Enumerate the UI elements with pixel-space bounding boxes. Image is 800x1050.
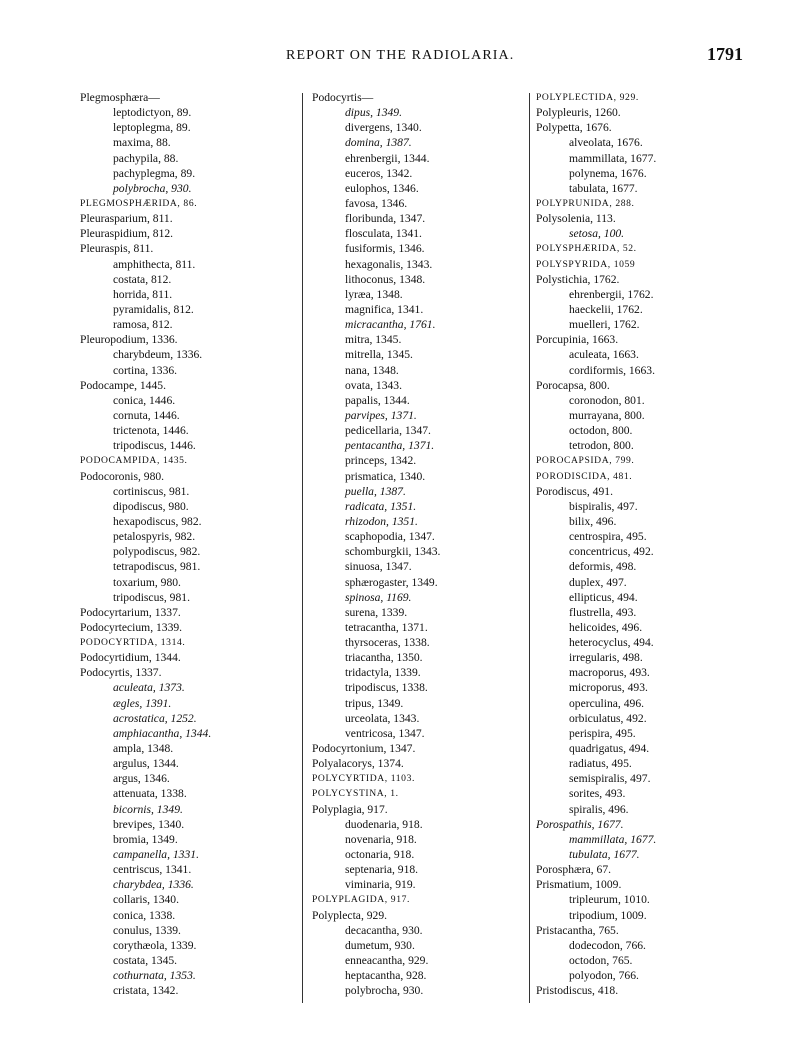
index-subentry: flosculata, 1341.: [345, 227, 422, 241]
index-subentry: alveolata, 1676.: [569, 136, 643, 150]
index-subentry: leptodictyon, 89.: [113, 106, 192, 120]
index-subentry: pedicellaria, 1347.: [345, 424, 431, 438]
index-subentry: spiralis, 496.: [569, 802, 629, 816]
index-subentry: viminaria, 919.: [345, 878, 416, 892]
index-entry: Pleurasparium, 811.: [80, 212, 173, 226]
index-subentry: novenaria, 918.: [345, 832, 417, 846]
index-subentry: maxima, 88.: [113, 136, 171, 150]
index-subentry: tripus, 1349.: [345, 696, 404, 710]
index-subentry: haeckelii, 1762.: [569, 302, 643, 316]
index-entry: POLYPLAGIDA, 917.: [312, 894, 410, 906]
index-subentry: puella, 1387.: [345, 484, 406, 498]
index-subentry: micracantha, 1761.: [345, 318, 436, 332]
index-subentry: octodon, 765.: [569, 954, 633, 968]
index-subentry: dipus, 1349.: [345, 106, 403, 120]
index-subentry: decacantha, 930.: [345, 923, 423, 937]
index-subentry: euceros, 1342.: [345, 166, 413, 180]
index-entry: POLYPLECTIDA, 929.: [536, 92, 639, 103]
index-subentry: tripodiscus, 1446.: [113, 439, 196, 453]
index-subentry: mammillata, 1677.: [569, 151, 657, 165]
index-entry: Polystichia, 1762.: [536, 272, 620, 286]
index-subentry: tripleurum, 1010.: [569, 893, 650, 907]
index-subentry: spinosa, 1169.: [345, 590, 412, 604]
index-entry: Polyalacorys, 1374.: [312, 757, 404, 771]
index-subentry: tridactyla, 1339.: [345, 666, 421, 680]
index-subentry: brevipes, 1340.: [113, 817, 185, 831]
page-header: [0, 44, 800, 68]
index-subentry: tubulata, 1677.: [569, 848, 640, 862]
index-subentry: irregularis, 498.: [569, 651, 643, 665]
index-subentry: cordiformis, 1663.: [569, 363, 655, 377]
index-entry: POLYSPYRIDA, 1059: [536, 258, 636, 270]
index-subentry: polybrocha, 930.: [345, 984, 424, 998]
column-divider: [529, 93, 530, 1003]
index-entry: PODOCAMPIDA, 1435.: [80, 455, 188, 467]
index-subentry: urceolata, 1343.: [345, 711, 420, 725]
index-entry: Porocapsa, 800.: [536, 378, 610, 392]
index-subentry: triacantha, 1350.: [345, 651, 423, 665]
index-subentry: deformis, 498.: [569, 560, 637, 574]
index-subentry: coronodon, 801.: [569, 393, 645, 407]
index-subentry: cothurnata, 1353.: [113, 969, 196, 983]
index-subentry: aculeata, 1663.: [569, 348, 639, 362]
index-subentry: mitra, 1345.: [345, 333, 402, 347]
index-subentry: heptacantha, 928.: [345, 969, 427, 983]
index-entry: Pleuraspis, 811.: [80, 242, 154, 256]
index-subentry: horrida, 811.: [113, 287, 173, 301]
index-subentry: quadrigatus, 494.: [569, 742, 650, 756]
index-subentry: polynema, 1676.: [569, 166, 647, 180]
index-subentry: dipodiscus, 980.: [113, 499, 189, 513]
index-subentry: conulus, 1339.: [113, 923, 181, 937]
index-subentry: tetracantha, 1371.: [345, 620, 428, 634]
index-subentry: duodenaria, 918.: [345, 817, 423, 831]
index-subentry: ovata, 1343.: [345, 378, 402, 392]
index-subentry: semispiralis, 497.: [569, 772, 651, 786]
index-subentry: schomburgkii, 1343.: [345, 545, 441, 559]
index-subentry: septenaria, 918.: [345, 863, 419, 877]
index-subentry: bicornis, 1349.: [113, 802, 183, 816]
index-subentry: mammillata, 1677.: [569, 832, 657, 846]
index-entry: POLYPRUNIDA, 288.: [536, 197, 635, 209]
page-number: 1791: [707, 44, 743, 64]
index-entry: Podocyrtecium, 1339.: [80, 620, 183, 634]
running-title: REPORT ON THE RADIOLARIA.: [286, 48, 515, 63]
index-subentry: eulophos, 1346.: [345, 181, 419, 195]
index-entry: Pristodiscus, 418.: [536, 984, 619, 998]
index-subentry: leptoplegma, 89.: [113, 121, 191, 135]
index-subentry: radicata, 1351.: [345, 499, 417, 513]
index-subentry: charybdea, 1336.: [113, 878, 194, 892]
index-entry: Podocyrtonium, 1347.: [312, 742, 416, 756]
index-subentry: perispira, 495.: [569, 726, 636, 740]
index-subentry: heterocyclus, 494.: [569, 636, 654, 650]
index-subentry: orbiculatus, 492.: [569, 711, 647, 725]
index-entry: Pleuropodium, 1336.: [80, 333, 178, 347]
index-subentry: cortina, 1336.: [113, 363, 178, 377]
index-column-2: [312, 90, 522, 998]
index-subentry: octodon, 800.: [569, 424, 633, 438]
index-subentry: sphærogaster, 1349.: [345, 575, 438, 589]
index-subentry: tetrodon, 800.: [569, 439, 634, 453]
index-subentry: prismatica, 1340.: [345, 469, 426, 483]
index-subentry: acrostatica, 1252.: [113, 711, 197, 725]
index-subentry: trictenota, 1446.: [113, 424, 189, 438]
index-subentry: bilix, 496.: [569, 514, 617, 528]
index-subentry: duplex, 497.: [569, 575, 627, 589]
index-entry: Porodiscus, 491.: [536, 484, 613, 498]
index-entry: Podocyrtidium, 1344.: [80, 651, 181, 665]
index-entry: POLYCYSTINA, 1.: [312, 788, 399, 800]
index-entry: Polypetta, 1676.: [536, 121, 612, 135]
index-subentry: amphithecta, 811.: [113, 257, 196, 271]
index-subentry: toxarium, 980.: [113, 575, 181, 589]
index-subentry: bispiralis, 497.: [569, 499, 638, 513]
index-subentry: costata, 1345.: [113, 954, 178, 968]
index-entry: Pleuraspidium, 812.: [80, 227, 174, 241]
index-subentry: floribunda, 1347.: [345, 212, 426, 226]
index-subentry: parvipes, 1371.: [345, 408, 417, 422]
index-entry: PODOCYRTIDA, 1314.: [80, 637, 186, 649]
index-entry: POROCAPSIDA, 799.: [536, 455, 635, 467]
index-subentry: mitrella, 1345.: [345, 348, 413, 362]
index-subentry: lithoconus, 1348.: [345, 272, 426, 286]
index-subentry: domina, 1387.: [345, 136, 412, 150]
index-subentry: nana, 1348.: [345, 363, 399, 377]
index-subentry: cornuta, 1446.: [113, 408, 180, 422]
index-subentry: pyramidalis, 812.: [113, 302, 194, 316]
index-entry: Prismatium, 1009.: [536, 878, 622, 892]
index-subentry: conica, 1446.: [113, 393, 176, 407]
index-subentry: hexapodiscus, 982.: [113, 514, 202, 528]
index-subentry: aculeata, 1373.: [113, 681, 185, 695]
index-entry: Polyplecta, 929.: [312, 908, 388, 922]
index-subentry: hexagonalis, 1343.: [345, 257, 433, 271]
index-entry: Podocyrtis—: [312, 91, 374, 104]
index-subentry: sinuosa, 1347.: [345, 560, 412, 574]
index-subentry: scaphopodia, 1347.: [345, 530, 435, 544]
index-entry: Porospathis, 1677.: [536, 817, 624, 831]
index-subentry: tripodiscus, 981.: [113, 590, 190, 604]
index-subentry: concentricus, 492.: [569, 545, 654, 559]
index-entry: Podocoronis, 980.: [80, 469, 165, 483]
index-subentry: cortiniscus, 981.: [113, 484, 190, 498]
index-subentry: magnifica, 1341.: [345, 302, 424, 316]
index-subentry: attenuata, 1338.: [113, 787, 187, 801]
index-subentry: flustrella, 493.: [569, 605, 637, 619]
index-subentry: ramosa, 812.: [113, 318, 173, 332]
index-subentry: petalospyris, 982.: [113, 530, 196, 544]
index-column-3: [536, 90, 746, 998]
index-subentry: dumetum, 930.: [345, 938, 415, 952]
index-subentry: polybrocha, 930.: [113, 181, 192, 195]
index-entry: PLEGMOSPHÆRIDA, 86.: [80, 197, 198, 209]
index-entry: Podocampe, 1445.: [80, 378, 166, 392]
index-subentry: amphiacantha, 1344.: [113, 726, 212, 740]
index-entry: Pristacantha, 765.: [536, 923, 619, 937]
index-subentry: octonaria, 918.: [345, 848, 415, 862]
index-entry: Polypleuris, 1260.: [536, 106, 621, 120]
index-subentry: argus, 1346.: [113, 772, 170, 786]
index-subentry: collaris, 1340.: [113, 893, 180, 907]
index-subentry: enneacantha, 929.: [345, 954, 429, 968]
index-subentry: pachypila, 88.: [113, 151, 179, 165]
index-entry: POLYCYRTIDA, 1103.: [312, 773, 415, 785]
index-subentry: campanella, 1331.: [113, 848, 199, 862]
index-subentry: microporus, 493.: [569, 681, 648, 695]
index-entry: POLYSPHÆRIDA, 52.: [536, 243, 637, 255]
index-subentry: muelleri, 1762.: [569, 318, 640, 332]
index-subentry: tripodium, 1009.: [569, 908, 647, 922]
index-entry: Polysolenia, 113.: [536, 212, 616, 226]
index-subentry: favosa, 1346.: [345, 196, 408, 210]
index-subentry: polypodiscus, 982.: [113, 545, 201, 559]
index-subentry: ventricosa, 1347.: [345, 726, 425, 740]
index-subentry: operculina, 496.: [569, 696, 645, 710]
index-subentry: costata, 812.: [113, 272, 172, 286]
index-subentry: polyodon, 766.: [569, 969, 639, 983]
index-subentry: pachyplegma, 89.: [113, 166, 196, 180]
index-subentry: argulus, 1344.: [113, 757, 179, 771]
index-subentry: ehrenbergii, 1344.: [345, 151, 430, 165]
index-subentry: centrospira, 495.: [569, 530, 647, 544]
index-subentry: ehrenbergii, 1762.: [569, 287, 654, 301]
index-subentry: dodecodon, 766.: [569, 938, 646, 952]
index-column-1: [80, 90, 290, 998]
index-subentry: papalis, 1344.: [345, 393, 410, 407]
index-entry: Polyplagia, 917.: [312, 802, 388, 816]
index-subentry: fusiformis, 1346.: [345, 242, 425, 256]
index-subentry: sorites, 493.: [569, 787, 626, 801]
index-subentry: tabulata, 1677.: [569, 181, 638, 195]
index-subentry: centriscus, 1341.: [113, 863, 192, 877]
index-subentry: setosa, 100.: [569, 227, 625, 241]
index-entry: Podocyrtarium, 1337.: [80, 605, 181, 619]
index-entry: PORODISCIDA, 481.: [536, 470, 633, 482]
index-subentry: thyrsoceras, 1338.: [345, 636, 430, 650]
index-entry: Porosphæra, 67.: [536, 863, 612, 877]
index-subentry: lyræa, 1348.: [345, 287, 403, 301]
index-subentry: rhizodon, 1351.: [345, 514, 418, 528]
index-subentry: tetrapodiscus, 981.: [113, 560, 201, 574]
index-subentry: bromia, 1349.: [113, 832, 178, 846]
index-subentry: ægles, 1391.: [113, 696, 172, 710]
index-subentry: surena, 1339.: [345, 605, 408, 619]
index-subentry: cristata, 1342.: [113, 984, 179, 998]
index-subentry: princeps, 1342.: [345, 454, 417, 468]
index-subentry: murrayana, 800.: [569, 408, 645, 422]
index-subentry: corythæola, 1339.: [113, 938, 197, 952]
index-entry: Podocyrtis, 1337.: [80, 666, 162, 680]
index-subentry: ampla, 1348.: [113, 742, 174, 756]
index-subentry: charybdeum, 1336.: [113, 348, 203, 362]
column-divider: [302, 93, 303, 1003]
index-subentry: helicoides, 496.: [569, 620, 643, 634]
index-subentry: conica, 1338.: [113, 908, 176, 922]
index-subentry: ellipticus, 494.: [569, 590, 638, 604]
index-entry: Porcupinia, 1663.: [536, 333, 619, 347]
index-entry: Plegmosphæra—: [80, 91, 160, 104]
index-subentry: macroporus, 493.: [569, 666, 650, 680]
index-subentry: pentacantha, 1371.: [345, 439, 435, 453]
index-subentry: divergens, 1340.: [345, 121, 422, 135]
index-subentry: tripodiscus, 1338.: [345, 681, 428, 695]
index-subentry: radiatus, 495.: [569, 757, 632, 771]
